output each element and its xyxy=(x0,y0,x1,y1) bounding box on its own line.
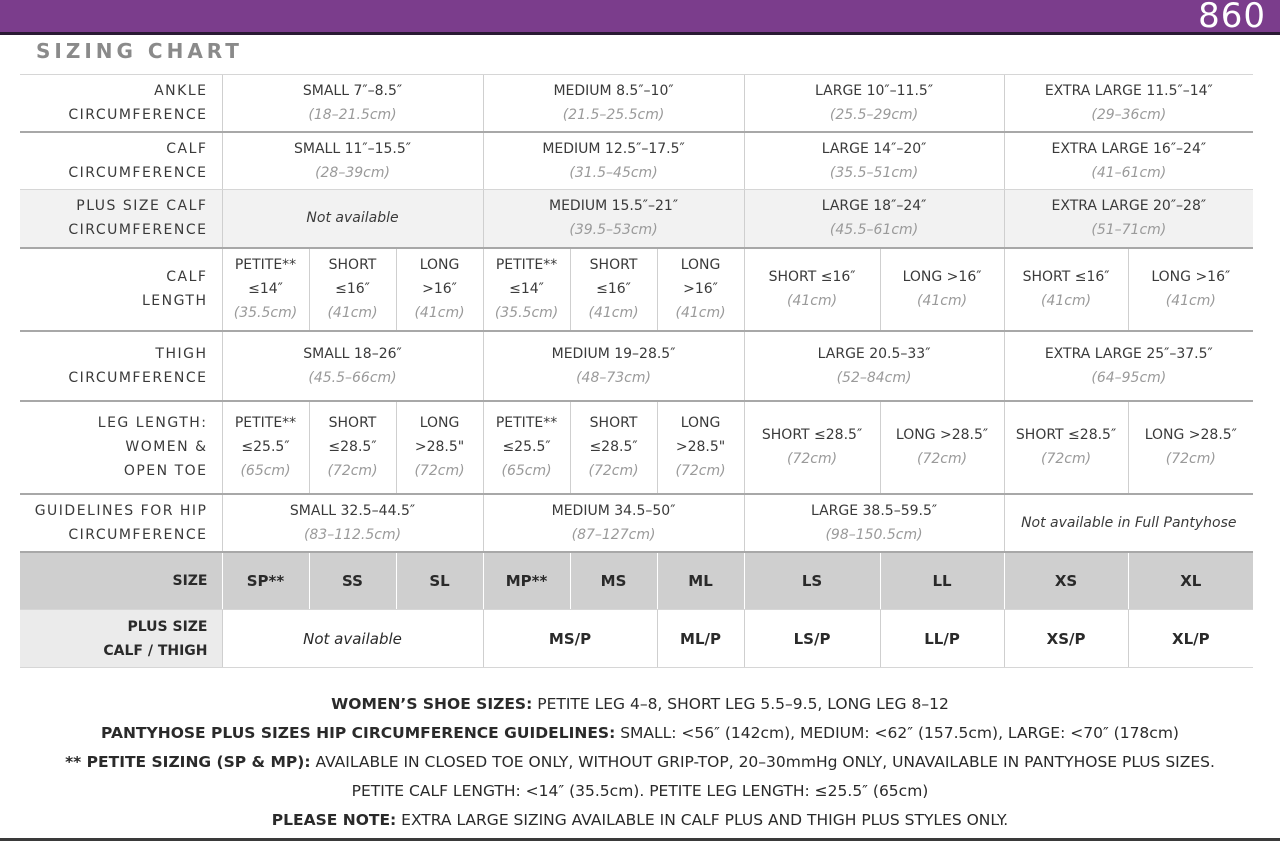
length-cell: LONG >28.5" (72cm) xyxy=(396,401,483,494)
plus-size-code-row xyxy=(20,610,1253,668)
pantyhose-guidelines-note: PANTYHOSE PLUS SIZES HIP CIRCUMFERENCE GUIDELINES: SMALL: <56″ (142cm), MEDIUM: <62″ (157.5cm), LARGE: <70″ (178cm) xyxy=(101,724,1179,742)
size-cell: SMALL 11″–15.5″ (28–39cm) xyxy=(222,132,483,190)
length-cell: SHORT ≤28.5″ (72cm) xyxy=(309,401,396,494)
size-code: MP** xyxy=(483,552,570,610)
size-cell: LARGE 14″–20″ (35.5–51cm) xyxy=(744,132,1004,190)
size-cell: LARGE 18″–24″ (45.5–61cm) xyxy=(744,190,1004,248)
page-number: 860 xyxy=(1198,0,1266,36)
row-label: ANKLE CIRCUMFERENCE xyxy=(20,75,222,132)
size-code-row xyxy=(20,552,1253,610)
length-cell: SHORT ≤28.5″ (72cm) xyxy=(744,401,880,494)
not-available-cell: Not available xyxy=(222,610,483,668)
size-cell: MEDIUM 12.5″–17.5″ (31.5–45cm) xyxy=(483,132,744,190)
length-cell: SHORT ≤16″ (41cm) xyxy=(1004,248,1128,331)
row-label: CALF CIRCUMFERENCE xyxy=(20,132,222,190)
size-cell: MEDIUM 34.5–50″ (87–127cm) xyxy=(483,494,744,552)
size-code: LS/P xyxy=(744,610,880,668)
shoe-sizes-note: WOMEN’S SHOE SIZES: PETITE LEG 4–8, SHORT LEG 5.5–9.5, LONG LEG 8–12 xyxy=(331,695,949,713)
length-cell: PETITE** ≤25.5″ (65cm) xyxy=(222,401,309,494)
hip-row xyxy=(20,494,1253,552)
footnotes xyxy=(0,690,1280,835)
length-cell: SHORT ≤16″ (41cm) xyxy=(309,248,396,331)
sizing-chart-table xyxy=(20,74,1253,668)
size-cell: LARGE 20.5–33″ (52–84cm) xyxy=(744,331,1004,401)
petite-sizing-note: ** PETITE SIZING (SP & MP): AVAILABLE IN CLOSED TOE ONLY, WITHOUT GRIP-TOP, 20–30mmHg ONLY, UNAVAILABLE IN PANTYHOSE PLUS SIZES. xyxy=(65,753,1215,771)
petite-lengths-note: PETITE CALF LENGTH: <14″ (35.5cm). PETITE LEG LENGTH: ≤25.5″ (65cm) xyxy=(351,782,929,800)
length-cell: SHORT ≤28.5″ (72cm) xyxy=(570,401,657,494)
size-code: ML xyxy=(657,552,744,610)
size-cell: MEDIUM 8.5″–10″ (21.5–25.5cm) xyxy=(483,75,744,132)
row-label: PLUS SIZE CALF / THIGH xyxy=(20,610,222,668)
size-code: XL xyxy=(1128,552,1253,610)
size-code: SL xyxy=(396,552,483,610)
length-cell: PETITE** ≤14″ (35.5cm) xyxy=(483,248,570,331)
not-available-cell: Not available in Full Pantyhose xyxy=(1004,494,1253,552)
calf-row xyxy=(20,132,1253,190)
size-code: LL/P xyxy=(880,610,1004,668)
ankle-row xyxy=(20,75,1253,132)
size-cell: SMALL 18–26″ (45.5–66cm) xyxy=(222,331,483,401)
length-cell: LONG >16″ (41cm) xyxy=(396,248,483,331)
size-code: SS xyxy=(309,552,396,610)
size-code: XS/P xyxy=(1004,610,1128,668)
calf-length-row xyxy=(20,248,1253,331)
top-rule xyxy=(0,32,1280,35)
length-cell: SHORT ≤16″ (41cm) xyxy=(570,248,657,331)
length-cell: SHORT ≤16″ (41cm) xyxy=(744,248,880,331)
row-label: SIZE xyxy=(20,552,222,610)
size-cell: EXTRA LARGE 25″–37.5″ (64–95cm) xyxy=(1004,331,1253,401)
not-available-cell: Not available xyxy=(222,190,483,248)
size-cell: SMALL 32.5–44.5″ (83–112.5cm) xyxy=(222,494,483,552)
length-cell: SHORT ≤28.5″ (72cm) xyxy=(1004,401,1128,494)
size-cell: EXTRA LARGE 16″–24″ (41–61cm) xyxy=(1004,132,1253,190)
size-cell: LARGE 38.5–59.5″ (98–150.5cm) xyxy=(744,494,1004,552)
row-label: PLUS SIZE CALF CIRCUMFERENCE xyxy=(20,190,222,248)
length-cell: LONG >28.5″ (72cm) xyxy=(880,401,1004,494)
length-cell: LONG >16″ (41cm) xyxy=(1128,248,1253,331)
size-cell: EXTRA LARGE 11.5″–14″ (29–36cm) xyxy=(1004,75,1253,132)
size-cell: EXTRA LARGE 20″–28″ (51–71cm) xyxy=(1004,190,1253,248)
size-cell: MEDIUM 19–28.5″ (48–73cm) xyxy=(483,331,744,401)
page-title: SIZING CHART xyxy=(36,39,243,63)
row-label: LEG LENGTH: WOMEN & OPEN TOE xyxy=(20,401,222,494)
leg-length-row xyxy=(20,401,1253,494)
please-note: PLEASE NOTE: EXTRA LARGE SIZING AVAILABLE IN CALF PLUS AND THIGH PLUS STYLES ONLY. xyxy=(271,811,1009,829)
size-code: SP** xyxy=(222,552,309,610)
size-code: LS xyxy=(744,552,880,610)
length-cell: LONG >28.5″ (72cm) xyxy=(1128,401,1253,494)
row-label: THIGH CIRCUMFERENCE xyxy=(20,331,222,401)
size-code: ML/P xyxy=(657,610,744,668)
length-cell: LONG >16″ (41cm) xyxy=(657,248,744,331)
size-cell: SMALL 7″–8.5″ (18–21.5cm) xyxy=(222,75,483,132)
size-cell: MEDIUM 15.5″–21″ (39.5–53cm) xyxy=(483,190,744,248)
size-code: MS xyxy=(570,552,657,610)
size-code: LL xyxy=(880,552,1004,610)
thigh-row xyxy=(20,331,1253,401)
row-label: CALF LENGTH xyxy=(20,248,222,331)
length-cell: PETITE** ≤14″ (35.5cm) xyxy=(222,248,309,331)
length-cell: LONG >16″ (41cm) xyxy=(880,248,1004,331)
size-cell: LARGE 10″–11.5″ (25.5–29cm) xyxy=(744,75,1004,132)
size-code: XS xyxy=(1004,552,1128,610)
size-code: MS/P xyxy=(483,610,657,668)
row-label: GUIDELINES FOR HIP CIRCUMFERENCE xyxy=(20,494,222,552)
top-banner xyxy=(0,0,1280,32)
length-cell: PETITE** ≤25.5″ (65cm) xyxy=(483,401,570,494)
plus-calf-row xyxy=(20,190,1253,248)
length-cell: LONG >28.5" (72cm) xyxy=(657,401,744,494)
size-code: XL/P xyxy=(1128,610,1253,668)
